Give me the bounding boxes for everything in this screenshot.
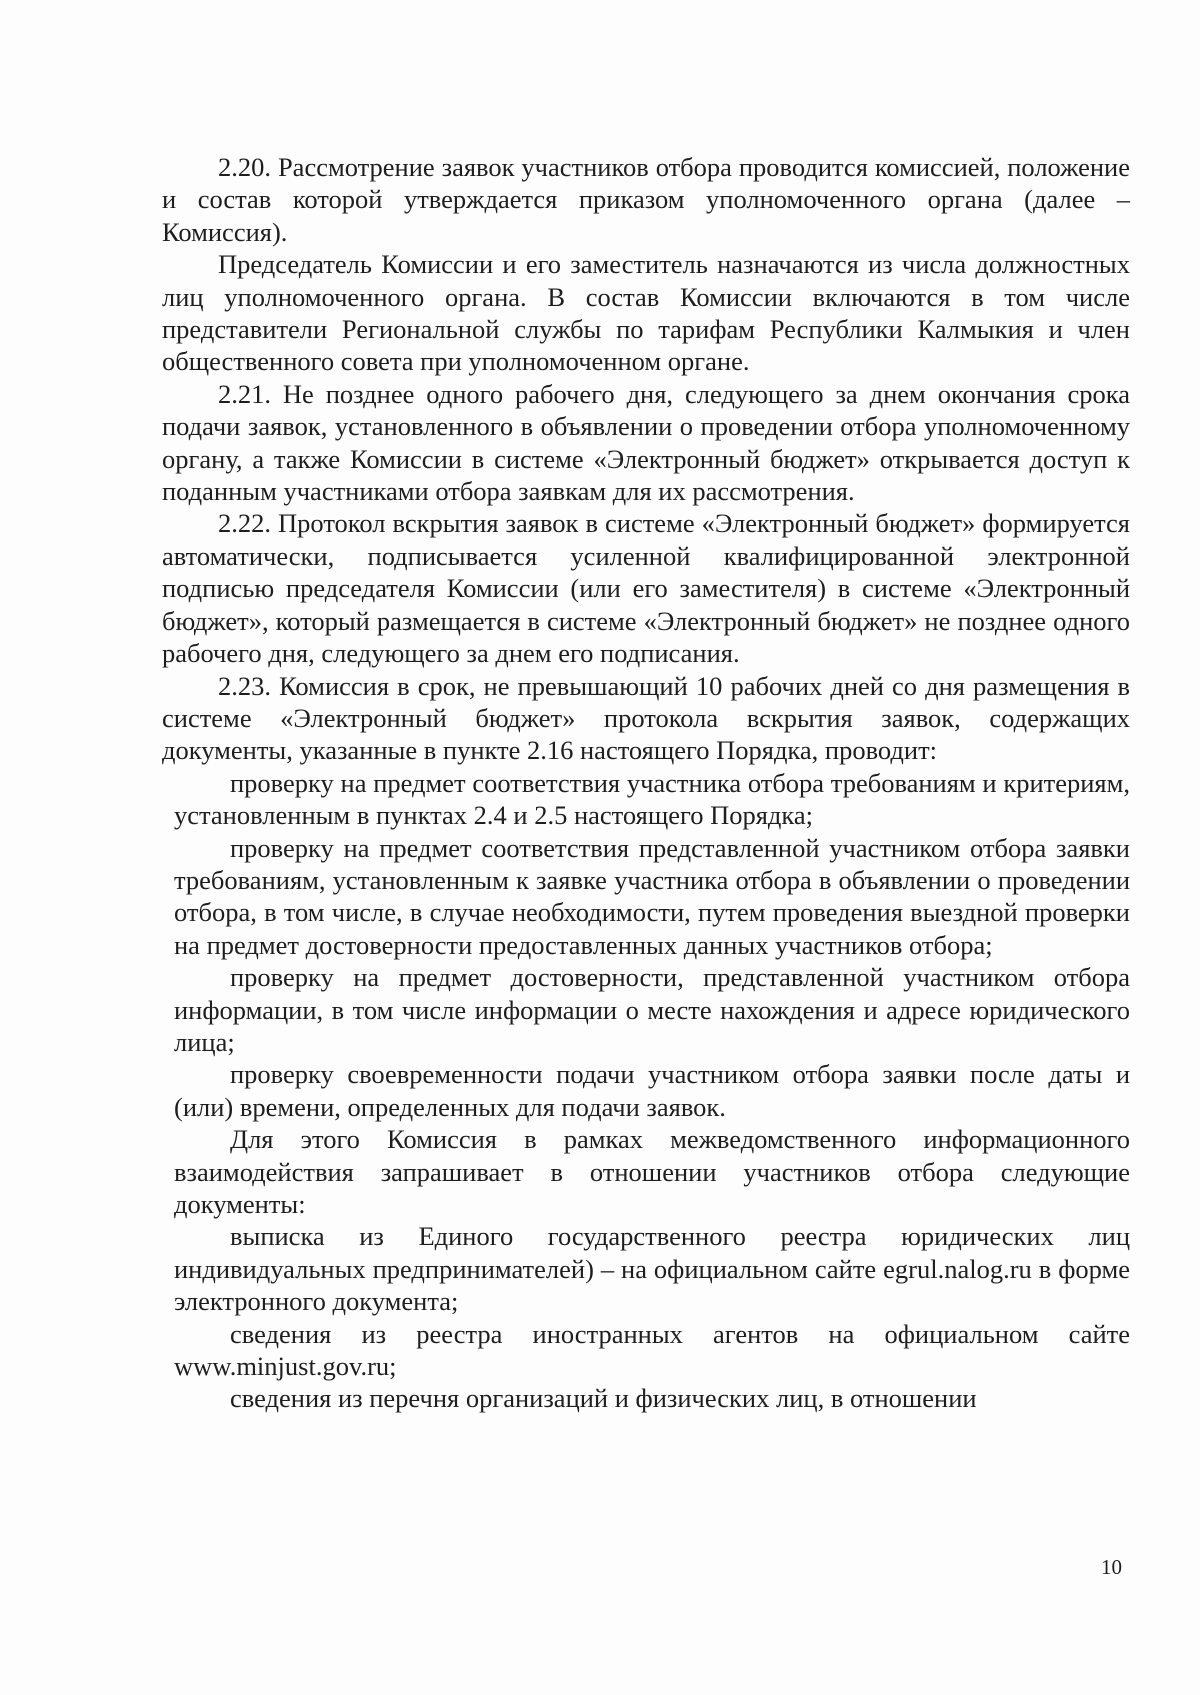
paragraph-2-22: 2.22. Протокол вскрытия заявок в системе «Электронный бюджет» формируется автоматически, подписывается усиленной квалифицированной электронной подписью председателя Комиссии (или его заместителя) в системе «Электронный бюджет», который размещается в системе «Электронный бюджет» не позднее одного рабочего дня, следующего за днем его подписания. <box>162 508 1130 669</box>
page-number: 10 <box>1101 1555 1122 1579</box>
paragraph-2-21: 2.21. Не позднее одного рабочего дня, следующего за днем окончания срока подачи заявок, установленного в объявлении о проведении отбора уполномоченному органу, а также Комиссии в системе «Электронный бюджет» открывается доступ к поданным участниками отбора заявкам для их рассмотрения. <box>162 378 1130 507</box>
paragraph-check-timeliness: проверку своевременности подачи участником отбора заявки после даты и (или) времени, определенных для подачи заявок. <box>174 1059 1130 1122</box>
paragraph-foreign-agents: сведения из реестра иностранных агентов на официальном сайте www.minjust.gov.ru; <box>174 1318 1130 1382</box>
paragraph-check-information: проверку на предмет достоверности, представленной участником отбора информации, в том числе информации о месте нахождения и адресе юридического лица; <box>174 962 1130 1057</box>
paragraph-check-criteria: проверку на предмет соответствия участника отбора требованиям и критериям, установленным в пунктах 2.4 и 2.5 настоящего Порядка; <box>174 767 1130 831</box>
paragraph-organizations-list: сведения из перечня организаций и физических лиц, в отношении <box>230 1383 977 1414</box>
paragraph-2-20: 2.20. Рассмотрение заявок участников отбора проводится комиссией, положение и состав которой утверждается приказом уполномоченного органа (далее – Комиссия). <box>162 152 1130 247</box>
document-body <box>162 151 1130 1415</box>
paragraph-2-23: 2.23. Комиссия в срок, не превышающий 10 рабочих дней со дня размещения в системе «Электронный бюджет» протокола вскрытия заявок, содержащих документы, указанные в пункте 2.16 настоящего Порядка, проводит: <box>162 670 1130 766</box>
paragraph-interagency-request: Для этого Комиссия в рамках межведомственного информационного взаимодействия запрашивает в отношении участников отбора следующие документы: <box>174 1124 1130 1219</box>
paragraph-commission-chair: Председатель Комиссии и его заместитель назначаются из числа должностных лиц уполномоченного органа. В состав Комиссии включаются в том числе представители Региональной службы по тарифам Республики Калмыкия и член общественного совета при уполномоченном органе. <box>162 249 1130 377</box>
paragraph-egrul-extract: выписка из Единого государственного реестра юридических лиц индивидуальных предпринимателей) – на официальном сайте egrul.nalog.ru в форме электронного документа; <box>174 1221 1130 1317</box>
paragraph-check-application: проверку на предмет соответствия представленной участником отбора заявки требованиям, установленным к заявке участника отбора в объявлении о проведении отбора, в том числе, в случае необходимости, путем проведения выездной проверки на предмет достоверности предоставленных данных участников отбора; <box>174 832 1130 960</box>
